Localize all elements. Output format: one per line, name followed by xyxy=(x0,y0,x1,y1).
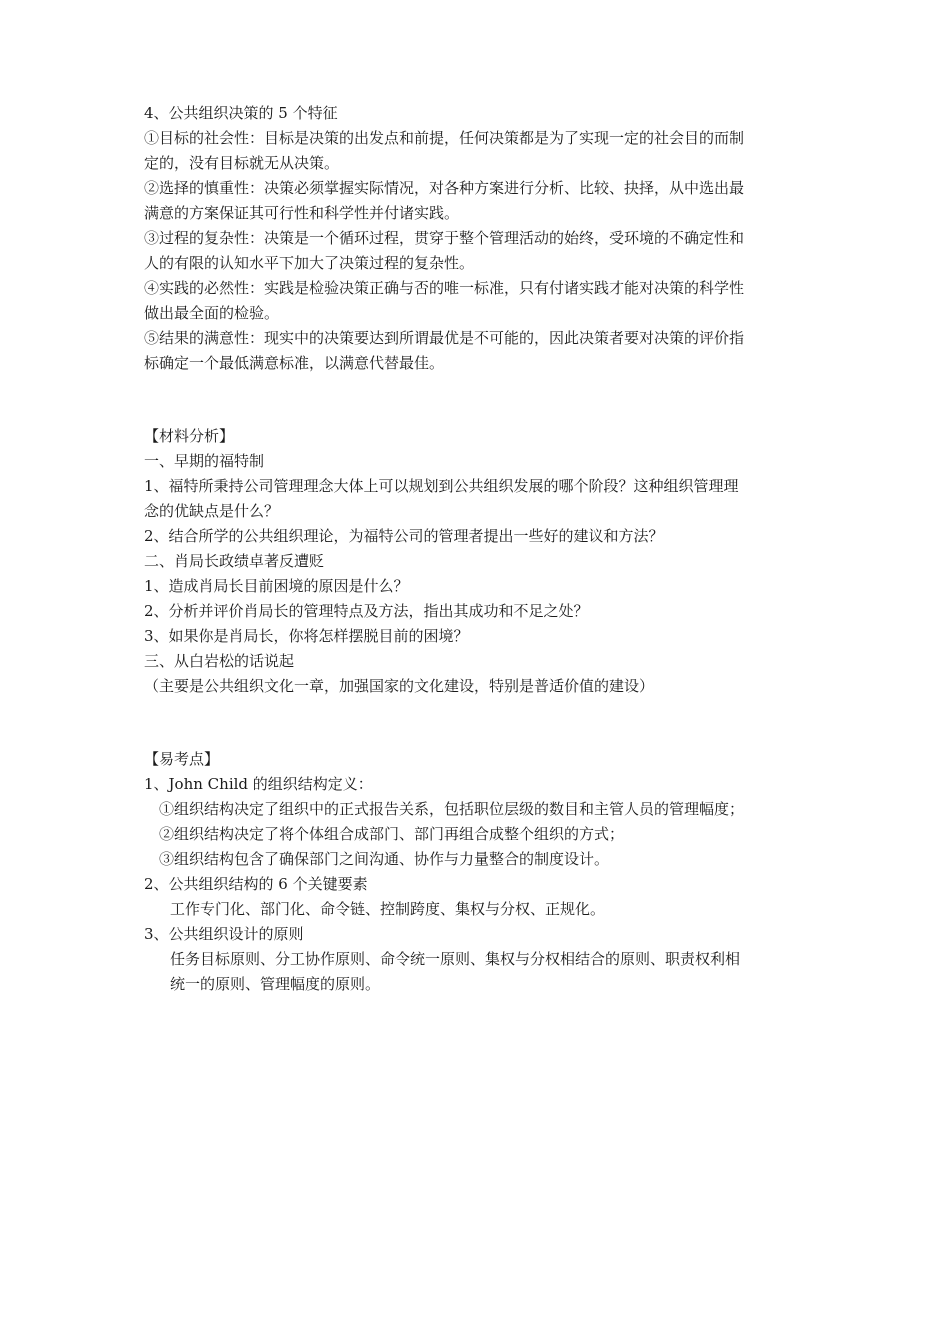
paragraph-line: 统一的原则、管理幅度的原则。 xyxy=(170,975,381,993)
list-item: 1、造成肖局长目前困境的原因是什么？ xyxy=(144,577,409,595)
material-analysis-section xyxy=(144,424,816,699)
paragraph-line: ⑤结果的满意性：现实中的决策要达到所谓最优是不可能的，因此决策者要对决策的评价指 xyxy=(144,329,745,347)
list-item: 2、结合所学的公共组织理论，为福特公司的管理者提出一些好的建议和方法？ xyxy=(144,527,664,545)
list-item: 1、福特所秉持公司管理理念大体上可以规划到公共组织发展的哪个阶段？这种组织管理理 xyxy=(144,477,739,495)
list-item: 3、公共组织设计的原则 xyxy=(144,925,304,943)
paragraph-line: 工作专门化、部门化、命令链、控制跨度、集权与分权、正规化。 xyxy=(170,900,606,918)
paragraph-line: 定的，没有目标就无从决策。 xyxy=(144,154,340,172)
list-item: 三、从白岩松的话说起 xyxy=(144,652,295,670)
section-heading: 【材料分析】 xyxy=(144,427,235,445)
section-heading: 4、公共组织决策的 5 个特征 xyxy=(144,104,338,122)
exam-points-section xyxy=(144,747,816,997)
list-item: 2、分析并评价肖局长的管理特点及方法，指出其成功和不足之处？ xyxy=(144,602,589,620)
list-item: （主要是公共组织文化一章，加强国家的文化建设，特别是普适价值的建设） xyxy=(144,677,655,695)
paragraph-line: 任务目标原则、分工协作原则、命令统一原则、集权与分权相结合的原则、职责权利相 xyxy=(170,950,741,968)
paragraph-line: ③过程的复杂性：决策是一个循环过程，贯穿于整个管理活动的始终，受环境的不确定性和 xyxy=(144,229,745,247)
list-item: 念的优缺点是什么？ xyxy=(144,502,280,520)
paragraph-line: ④实践的必然性：实践是检验决策正确与否的唯一标准，只有付诸实践才能对决策的科学性 xyxy=(144,279,745,297)
paragraph-line: 标确定一个最低满意标准，以满意代替最佳。 xyxy=(144,354,445,372)
paragraph-line: 满意的方案保证其可行性和科学性并付诸实践。 xyxy=(144,204,460,222)
sub-list-item: ①组织结构决定了组织中的正式报告关系，包括职位层级的数目和主管人员的管理幅度； xyxy=(159,800,745,818)
list-item: 二、肖局长政绩卓著反遭贬 xyxy=(144,552,325,570)
list-item: 1、John Child 的组织结构定义： xyxy=(144,775,373,793)
list-item: 3、如果你是肖局长，你将怎样摆脱目前的困境？ xyxy=(144,627,469,645)
paragraph-line: 做出最全面的检验。 xyxy=(144,304,280,322)
list-item: 一、早期的福特制 xyxy=(144,452,265,470)
decision-features-section xyxy=(144,101,816,376)
sub-list-item: ③组织结构包含了确保部门之间沟通、协作与力量整合的制度设计。 xyxy=(159,850,610,868)
paragraph-line: ①目标的社会性：目标是决策的出发点和前提，任何决策都是为了实现一定的社会目的而制 xyxy=(144,129,745,147)
sub-list-item: ②组织结构决定了将个体组合成部门、部门再组合成整个组织的方式； xyxy=(159,825,625,843)
paragraph-line: ②选择的慎重性：决策必须掌握实际情况，对各种方案进行分析、比较、抉择，从中选出最 xyxy=(144,179,745,197)
paragraph-line: 人的有限的认知水平下加大了决策过程的复杂性。 xyxy=(144,254,475,272)
section-heading: 【易考点】 xyxy=(144,750,220,768)
list-item: 2、公共组织结构的 6 个关键要素 xyxy=(144,875,368,893)
